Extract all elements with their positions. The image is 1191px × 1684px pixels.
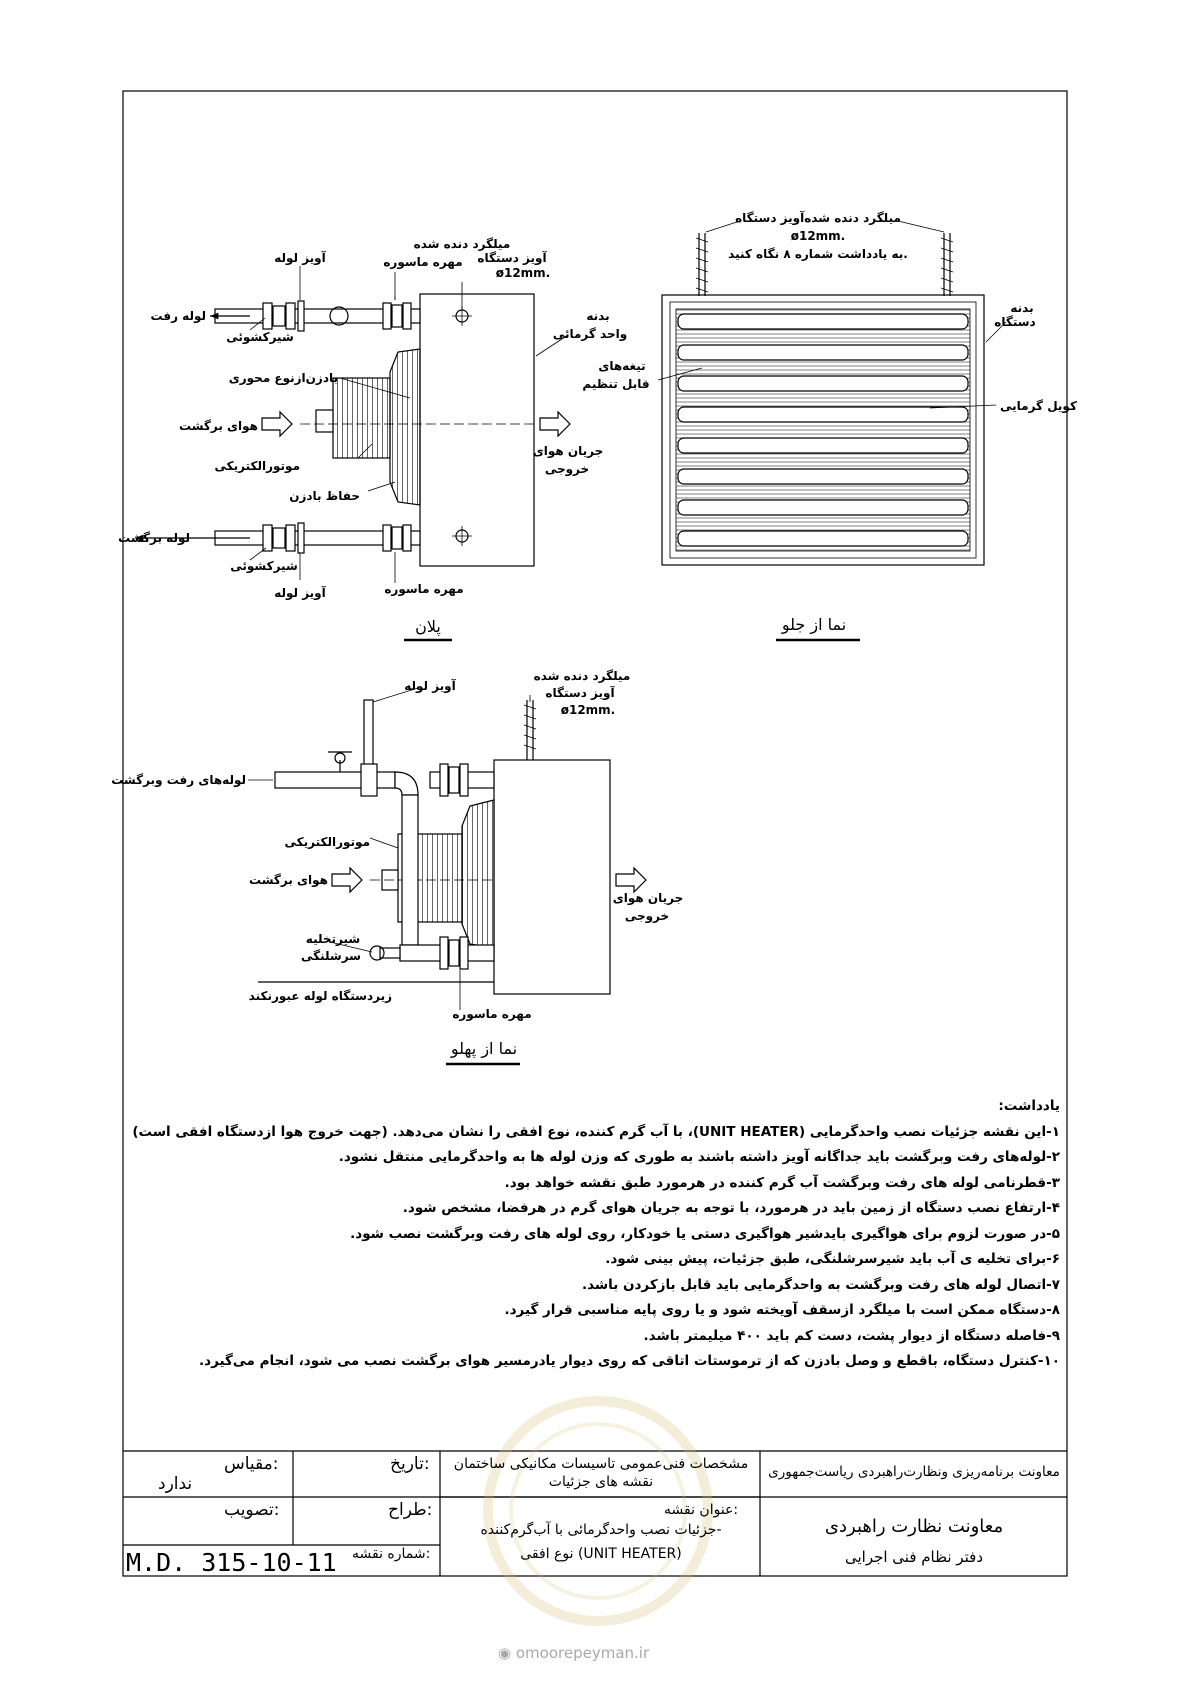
- side-outlet-air-label-1: جریان هوای: [612, 891, 684, 905]
- plan-fan-housing: [390, 349, 420, 505]
- design-label: طراح:: [388, 1500, 433, 1520]
- watermark-seal-inner: [509, 1422, 687, 1600]
- side-outlet-air-label-2: خروجی: [624, 909, 670, 923]
- front-louvers-label-1: تیغه‌های: [598, 359, 646, 373]
- plan-return-pipe-label: لوله برگشت: [118, 531, 190, 545]
- subject-line-1: جزئیات نصب واحدگرمائی با آب‌گرم‌کننده-: [480, 1522, 722, 1538]
- note-item: ۲-لوله‌های رفت وبرگشت باید جداگانه آویز داشته باشند به طوری که وزن لوله ها به واحدگرمایی منتقل نشود.: [338, 1149, 1060, 1165]
- plan-hanger-rod-label-3: ø12mm.: [495, 266, 551, 280]
- plan-body-label-1: بدنه: [586, 309, 610, 323]
- plan-supply-pipe-label: لوله رفت: [150, 309, 206, 323]
- plan-union-bottom-label: مهره ماسوره: [384, 582, 464, 596]
- org-line-2: معاونت نظارت راهبردی: [824, 1516, 1004, 1537]
- side-fan-housing: [462, 800, 494, 948]
- drawing-no: M.D. 315-10-11: [126, 1548, 337, 1577]
- front-body-label-1: بدنه: [1010, 301, 1034, 315]
- plan-pipe-hanger-top-label: آویز لوله: [274, 251, 326, 265]
- plan-view: [118, 237, 627, 640]
- plan-return-air-arrow: [262, 412, 292, 436]
- front-hanger-rod-label-2: ø12mm.: [790, 229, 846, 243]
- plan-fan-guard-label: حفاظ بادزن: [289, 489, 360, 503]
- plan-title: پلان: [415, 617, 441, 636]
- plan-return-air-label: هوای برگشت: [179, 419, 258, 433]
- subject-line-2: نوع افقی (UNIT HEATER): [520, 1546, 682, 1562]
- plan-hanger-rod-label-2: آویز دستگاه: [477, 251, 547, 265]
- org-line-1: معاونت برنامه‌ریزی ونظارت‌راهبردی ریاست‌جمهوری: [768, 1464, 1060, 1480]
- side-union-label: مهره ماسوره: [452, 1007, 532, 1021]
- plan-outlet-air-arrow: [540, 412, 570, 436]
- front-title: نما از جلو: [781, 615, 847, 634]
- note-item: ۱۰-کنترل دستگاه، باقطع و وصل بادزن که از ترموستات اتاقی که روی دیوار یادرمسیر هوای برگشت نصب می شود، انجام می‌گیرد.: [199, 1353, 1060, 1369]
- side-pipe-hanger-label: آویز لوله: [404, 679, 456, 693]
- watermark-site: [498, 1644, 649, 1662]
- plan-valve-top-label: شیرکشوئی: [226, 330, 294, 344]
- plan-pipe-hanger-bottom-label: آویز لوله: [274, 586, 326, 600]
- watermark-site-text: omoorepeyman.ir: [515, 1644, 650, 1662]
- side-drain-valve-label-1: شیرتخلیه: [305, 932, 361, 946]
- plan-outlet-air-label-2: خروجی: [544, 462, 590, 476]
- plan-body-label-2: واحد گرمائی: [552, 327, 628, 341]
- side-no-pipe-below-label: زیردستگاه لوله عبورنکند: [248, 989, 392, 1003]
- note-item: ۴-ارتفاع نصب دستگاه از زمین باید در هرمورد، با توجه به جریان هوای گرم در هرفضا، مشخص شود.: [402, 1200, 1060, 1216]
- notes-heading: یادداشت:: [998, 1098, 1060, 1114]
- side-pipes-label: لوله‌های رفت وبرگشت: [111, 773, 246, 787]
- plan-fan-label: بادزن‌ازنوع محوری: [228, 371, 338, 385]
- note-item: ۵-در صورت لزوم برای هواگیری بایدشیر هواگیری دستی یا خودکار، روی لوله های رفت وبرگشت نصب شود.: [350, 1225, 1060, 1242]
- side-hanger-rod-label-3: ø12mm.: [560, 703, 616, 717]
- approval-label: تصویب:: [224, 1500, 280, 1520]
- side-view: [111, 669, 683, 1064]
- side-motor-label: موتورالکتریکی: [284, 835, 370, 849]
- front-body-label-2: دستگاه: [994, 315, 1036, 329]
- camera-icon: ◉: [498, 1644, 512, 1662]
- front-view: [582, 210, 1077, 640]
- subject-label: عنوان نقشه:: [664, 1502, 739, 1518]
- plan-outlet-air-label-1: جریان هوای: [532, 444, 604, 458]
- plan-union-top-label: مهره ماسوره: [383, 255, 463, 269]
- plan-hanger-rod-label-1: میلگرد دنده شده: [413, 237, 511, 251]
- front-hanger-rod-label-3: به یادداشت شماره ۸ نگاه کنید.: [728, 247, 908, 261]
- note-item: ۷-اتصال لوله های رفت وبرگشت به واحدگرمایی باید قابل بازکردن باشد.: [581, 1276, 1060, 1293]
- front-louvers-label-2: قابل تنظیم: [582, 377, 650, 391]
- org-line-3: دفتر نظام فنی اجرایی: [844, 1548, 984, 1566]
- side-return-air-label: هوای برگشت: [249, 873, 328, 887]
- side-hanger-rod-label-1: میلگرد دنده شده: [533, 669, 631, 683]
- side-hanger-rod-label-2: آویز دستگاه: [545, 686, 615, 700]
- note-item: ۱-این نقشه جزئیات نصب واحدگرمایی (UNIT HEATER)، با آب گرم کننده، نوع افقی را نشان می‌دهد. (جهت خروج هوا ازدستگاه افقی است): [132, 1123, 1060, 1140]
- drawing-no-label: شماره نقشه:: [352, 1546, 431, 1562]
- scale-value: ندارد: [158, 1474, 193, 1494]
- front-hanger-rod-label-1: میلگرد دنده شده‌آویز دستگاه: [735, 211, 901, 225]
- scale-label: مقیاس:: [224, 1454, 279, 1474]
- spec-title-2: نقشه های جزئیات: [548, 1474, 654, 1490]
- side-outlet-air-arrow: [616, 868, 646, 892]
- spec-title-1: مشخصات فنی‌عمومی تاسیسات مکانیکی ساختمان: [453, 1456, 749, 1472]
- side-unit-body: [494, 760, 610, 994]
- plan-valve-bottom-label: شیرکشوئی: [230, 559, 298, 573]
- note-item: ۹-فاصله دستگاه از دیوار پشت، دست کم باید ۴۰۰ میلیمتر باشد.: [643, 1327, 1060, 1344]
- note-item: ۶-برای تخلیه ی آب باید شیرسرشلنگی، طبق جزئیات، پیش بینی شود.: [605, 1251, 1060, 1267]
- side-drain-valve-label-2: سرشلنگی: [301, 949, 361, 963]
- note-item: ۸-دستگاه ممکن است با میلگرد ازسقف آویخته شود و یا روی پایه مناسبی قرار گیرد.: [504, 1302, 1060, 1318]
- date-label: تاریخ:: [390, 1454, 430, 1474]
- plan-motor-label: موتورالکتریکی: [214, 459, 300, 473]
- side-title: نما از پهلو: [450, 1039, 518, 1058]
- notes-section: [132, 1094, 1060, 1375]
- front-coil-label: کویل گرمایی: [1000, 399, 1077, 413]
- note-item: ۳-قطرنامی لوله های رفت وبرگشت آب گرم کننده در هرمورد طبق نقشه خواهد بود.: [504, 1174, 1060, 1191]
- plan-unit-body: [420, 294, 534, 566]
- side-return-air-arrow: [332, 868, 362, 892]
- plan-supply-pipe: [210, 296, 420, 331]
